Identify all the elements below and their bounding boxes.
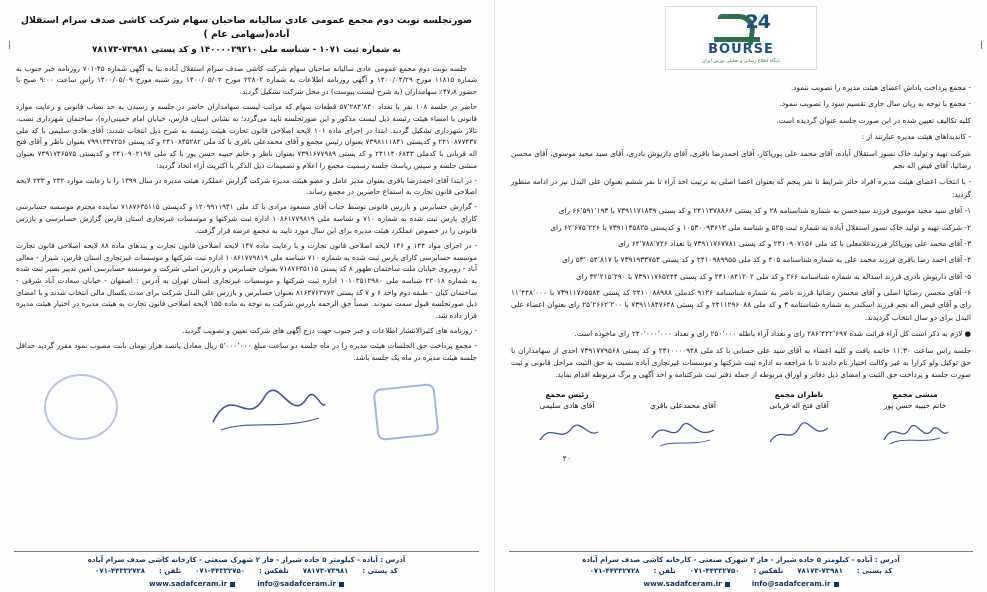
signature-block-nazer-1 <box>631 390 735 452</box>
logo-tagline: پایگاه اطلاع رسانی و تحلیلی بورس ایران <box>702 58 780 64</box>
bourse-logo-icon <box>714 12 768 42</box>
body-paragraph: - در ابتدا آقای احمدرضا باقری بعنوان مدیر عامل و عضو هیئت مدیره شرکت گزارش عملکرد هیئت مدیره در سال ۱۳۹۹ را با رعایت موارد ۲۳۲ و ۲۳۳ لایحه اصلاحی قانون تجارت به استماع حاضرین در مجمع رساند. <box>16 175 477 197</box>
footer-email-item[interactable] <box>257 579 344 588</box>
signature-name: آقای محمدعلی باقری <box>650 400 716 410</box>
vote-summary: ● لازم به ذکر است کل آراء قرائت شده ۲۸۶٬۴۲۲٬۶۹۷ رای و تعداد آراء باطله ۲۵۰٬۰۰۰ رای و تعداد ۲۴۰٬۰۰۰٬۰۰۰ رای ماخوذه است. <box>574 329 971 339</box>
footer-email-item[interactable] <box>752 579 839 588</box>
stamp-number: ۴۰ <box>562 453 572 463</box>
logo-brand: BOURSE <box>708 42 774 58</box>
footer-website-item[interactable] <box>149 579 235 588</box>
footer-email: info@sadafceram.ir <box>751 579 831 588</box>
board-member-item: ۶- آقای محسن رضائیا اصلی و آقای محسن رضائیا فرزند ناصر به شماره شناسنامه ۹۱۲۶ کدملی ۲۴۱۰۰۸۸۹۸۸ کد پستی ۷۳۹۱۱۷۶۵۵۸۴ با ۱۱٬۴۴۸٬۰۰۰ رای و آقای فیض اله نجم فرزند اسکندر به شماره شناسنامه ۳ و کد ملی ۲۴۱۱۲۹۶۰۸۸ و کد پستی ۷۳۹۱۱۸۴۷۶۴۸ با ۲۵٬۲۶۶۲٬۲۰۰ رای بعنوان اعضاء علی البدل برای دو سال انتخاب گردیدند. <box>511 288 972 322</box>
clause-item: - با انتخاب اعضای هیئت مدیره افراد حائز شرایط تا نفر پنجم که بعنوان اعضا اصلی به ترتیب اخذ آراء تا نفر ششم بعنوان علی البدل نیز در ادامه منظور گردید: <box>511 177 971 199</box>
page-title: صورتجلسه نوبت دوم مجمع عمومی عادی سالیانه صاحبان سهام شرکت کاشی صدف سرام استقلال آباده(سهامی عام ) <box>20 15 473 40</box>
footer-phone-label: تلفن : <box>159 567 182 576</box>
footer-phone: ۰۷۱-۴۴۳۳۲۷۲۸ <box>589 567 640 576</box>
footer-website-item[interactable] <box>643 579 729 588</box>
footer-right <box>495 551 987 588</box>
footer-website: www.sadafceram.ir <box>148 579 228 588</box>
signature-block-manshi <box>863 390 967 452</box>
footer-fax: ۰۷۱-۴۴۳۳۲۷۵۰ <box>195 567 246 576</box>
footer-address: آدرس : آباده - کیلومتر ۵ جاده شیراز - فاز ۲ شهرک صنعتی - کارخانه کاشی صدف سرام آباده <box>582 556 900 565</box>
clause-item: شرکت تهیه و تولید خاک نسوز استقلال آباده، آقای محمد علی پورپاکار، آقای احمدرضا باقری، آقای داریوش نادری، آقای سید مجید موسوی، آقای محسن رضائیا، آقای فیض اله نجم <box>511 148 971 170</box>
signature-block-rais <box>515 390 619 463</box>
footer-postal-label: کد پستی : <box>856 567 893 576</box>
body-paragraph: - در اجرای مواد ۱۴۴ و ۱۴۶ لایحه اصلاحی قانون تجارت و با رعایت ماده ۱۴۷ لایحه اصلاحی قانون تجارت و بندهای ماده ۸۸ لایحه اصلاحی قانون تجارت موسسه حسابرسی کارای پارس ثبت شده به شماره ۷۱۰ شناسه ملی ۱۰۸۶۱۷۷۹۸۱۹ اداره ثبت شرکتها و موسسات غیرتجاری استان فارس، شیراز - معالی آباد - روبروی خیابان ملت ساختمان طهور ۸ کد پستی ۷۱۸۷۶۳۵۱۱۵ بعنوان حسابرس و بازرس اصلی شرکت و موسسه حسابرسی امین تدبیر بصیر ثبت شده به شماره ۲۲۰۱۸ شناسه ملی ۱۰۱۰۳۵۱۲۹۸۰ اداره ثبت شرکتها و موسسات غیرتجاری استان تهران به آدرس : اصفهان - خیابان سعادت آباد شرقی - ساختمان کیان - طبقه دوم واحد ۶ و ۷ کد پستی ۸۱۶۴۷۶۳۷۷۲ بعنوان حسابرس و بازرس علی البدل شرکت برای مدت یکسال مالی انتخاب شدند و با امضای ذیل صورتجلسه قبول سمت نمودند. ضمناً حق الزحمه بازرس شرکت به توجه به ماده ۱۵۵ لایحه اصلاحی قانون تجارت به هیئت مدیره در اختیار هیئت مدیره قرار داده شد. <box>16 240 478 320</box>
footer-contact <box>509 566 973 577</box>
footer-email: info@sadafceram.ir <box>257 579 337 588</box>
body-paragraph: - روزنامه های کثیرالانتشار اطلاعات و خبر جنوب جهت درج آگهی های شرکت تعیین و تصویب گردید. <box>182 326 477 336</box>
board-member-item: ۴- آقای احمد رضا باقری فرزند محمد علی به شماره شناسنامه ۴۰۵ و کد ملی ۲۴۱۰۹۸۹۹۵۵ و کد پستی ۷۳۹۱۹۳۳۷۵۳ با ۵۳٬۰۵۴٬۸۱۷ رای <box>562 255 971 265</box>
footer-postal: ۷۸۱۷۳-۷۳۹۸۱ <box>797 567 843 576</box>
clause-item: - مجمع پرداخت پاداش اعضای هیئت مدیره را تصویب ننمود. <box>790 83 971 92</box>
margin-mark-left: | <box>8 40 11 49</box>
footer-phone: ۰۷۱-۴۴۳۳۲۷۲۸ <box>95 567 146 576</box>
official-stamp <box>372 382 439 440</box>
handwritten-signature-icon <box>880 414 950 450</box>
signature-stamp-blob <box>44 374 118 440</box>
footer-fax-label: تلفکس : <box>259 567 289 576</box>
signature-name: آقای فتح اله قربانی <box>769 400 829 410</box>
board-member-item: ۵- آقای داریوش نادری فرزند اسداله به شماره شناسنامه ۲۶۶ و کد ملی ۲۴۱۰۸۴۱۲۰۲ و کد پستی ۷۳۹۱۱۷۶۵۲۴۴ با ۳۲٬۲۱۵٬۲۹۰ رای <box>576 271 971 281</box>
signature-area-left <box>16 370 477 456</box>
signature-space <box>747 410 851 452</box>
footer-address: آدرس : آباده - کیلومتر ۵ جاده شیراز - فاز ۲ شهرک صنعتی - کارخانه کاشی صدف سرام آباده <box>87 556 406 565</box>
handwritten-signature-icon <box>207 376 327 436</box>
signature-space <box>863 410 967 452</box>
document-sheet-right <box>494 0 987 592</box>
body-paragraph: - مجمع پرداخت حق الجلسات هیئت مدیره را در ماه جلسه دو ساعت مبلغ ۵٬۰۰۰٬۰۰۰ ریال معادل پانصد هزار تومان بابت مصوب نمود مقرر گردید حداقل جلسه هیئت مدیره در ماه یک جلسه باشد. <box>16 341 477 362</box>
handwritten-signature-icon <box>532 414 602 450</box>
board-member-item: ۱- آقای سید مجید موسوی فرزند سیدحسن به شماره شناسنامه ۲۸ و کد پستی ۲۴۱۱۳۷۸۸۶۶ و کد پستی ۷۳۹۱۱۷۱۸۳۹ با ۶۶٬۵۹۱٬۱۹۳ رای <box>558 206 971 216</box>
footer-web <box>509 579 973 588</box>
company-logo <box>665 6 817 70</box>
bullet-square-icon <box>230 582 235 587</box>
logo-number: 24 <box>745 11 770 34</box>
footer-left <box>0 551 493 588</box>
footer-contact <box>14 566 479 577</box>
body-paragraph: جلسه نوبت دوم مجمع عمومی عادی سالیانه صاحبان سهام شرکت کاشی صدف سرام استقلال آباده بنا به آگهی شماره ۴۵-۷۰۱ روزنامه خبر جنوب به شماره ۱۱۸۱۵ مورخ ۱۴۰۰/۰۴/۲۹ و آگهی روزنامه اطلاعات به شماره ۲۲۸۰۲ مورخ ۱۴۰۰/۰۵/۰۲ روز شنبه مورخ ۱۴۰۰/۰۵/۰۹ راس ساعت ۹:۰۰ صبح با حضور ۴۷٫۸٪ سهامداران (به شرح لیست پیوست) در محل شرکت تشکیل گردید. <box>16 63 478 97</box>
signature-space <box>515 410 619 452</box>
footer-fax-label: تلفکس : <box>753 567 784 576</box>
signature-role: منشی مجمع <box>892 389 938 399</box>
handwritten-signature-icon <box>648 414 718 450</box>
body-paragraph: حاضر در جلسه ۱۰۸ نفر با تعداد ۵۷٬۲۸۴٬۸۴۰ قطعات سهام که مراتب لیست سهامداران حاضر در جلسه و رسیدن به حد نصاب قانونی و رعایت موارد قانونی با امضاء هیئت رئیسه ذیل لیست مذکور و این صورتجلسه تایید می‌گردد؛ به نشانی استان فارس، خیابان امام خمینی(ره)، ساختمان شهرداری نصب، تالار شهرداری تشکیل گردید. ابتدا در اجرای ماده ۱۰۱ لایحه اصلاحی قانون تجارت هیئت رئیسه به شرح ذیل انتخاب شدند: آقای هادی سلیمی با کد ملی ۲۴۱۰۸۷۷۴۳۷ و کدپستی ۷۳۹۸۱۱۱۸۴۱ بعنوان رئیس مجمع و آقای محمدعلی باقری با کد ملی ۲۴۱۰۸۴۵۲۸۲ و کد پستی ۷۹۹۱۳۳۷۲۵۶ بعنوان ناظر و آقای فتح اله قربانی با کدملی ۲۴۱۱۴۰۶۸۴۳ و کد پستی ۷۳۹۱۶۷۷۹۸۹ بعنوان ناظر و خانم حبیبه حسن پور با کد ملی ۲۴۱۰۹۰۲۱۹۷ و کدپستی ۷۳۹۱۷۴۶۵۷۵ بعنوان منشی جلسه و سپس ریاست جلسه رسمیت مجمع را اعلام و تصمیمات ذیل الذکر با اکثریت آراء اتخاذ گردید: <box>16 102 478 170</box>
footer-website: www.sadafceram.ir <box>643 579 722 588</box>
margin-mark-right: | <box>980 40 983 49</box>
board-member-item: ۲- شرکت تهیه و تولید خاک نسوز استقلال آباده به شماره ثبت ۵۲۵ و شناسه ملی ۱۰۵۳۰۰۹۳۶۱۳ و کدپستی ۷۳۹۱۱۳۵۸۲۵ با ۶۲٬۶۷۵٬۲۲۶ رای <box>550 222 971 232</box>
handwritten-signature-icon <box>764 414 834 450</box>
bullet-square-icon <box>834 582 839 587</box>
footer-divider <box>509 551 973 552</box>
footer-fax: ۰۷۱-۴۴۳۳۲۷۵۰ <box>689 567 740 576</box>
signature-role: ناظران مجمع <box>774 389 824 399</box>
footer-divider <box>14 551 479 552</box>
footer-postal: ۷۸۱۷۳-۷۳۹۸۱ <box>302 567 349 576</box>
bullet-square-icon <box>725 582 730 587</box>
clause-item: - کاندیداهای هیئت مدیره عبارتند از : <box>861 132 971 142</box>
clause-item: کلیه تکالیف تعیین شده در این صورت جلسه عنوان گردیده است. <box>776 115 971 125</box>
signature-name: خانم حبیبه حسن پور <box>883 400 947 410</box>
footer-postal-label: کد پستی : <box>362 567 398 576</box>
signature-space <box>631 410 735 452</box>
body-paragraph: - گزارش حسابرس و بازرس قانونی توسط جناب آقای مسعود مرادی با کد ملی ۱۲۰۹۹۱۱۹۴۱ و کدپستی ۷۱۸۷۶۳۵۱۱۵ نماینده محترم موسسه حسابرسی کاراي پارس ثبت شده به شماره ۷۱۰ و شناسه ملی ۱۰۸۶۱۷۷۹۸۱۹ اداره ثبت شرکتها و موسسات غیرتجاری استان فارس گزارش حسابرسی و بازرس قانونی را در خصوص عملکرد هیئت مدیره برای این سال مورد تایید به مجمع عرضه قرار گرفت. <box>16 202 477 235</box>
signature-block-nazer-2 <box>747 390 851 452</box>
signature-name: آقای هادی سلیمی <box>539 400 595 410</box>
footer-phone-label: تلفن : <box>653 567 676 576</box>
closing-paragraph: جلسه راس ساعت ۱۱:۳۰ خاتمه یافت و کلیه اعضاء به آقای سید علی حسابی با کد ملی ۲۴۱۰۰۰۰۹۴۸ و کد پستی ۷۳۹۱۷۷۹۵۶۸ احدی از سهامداران با حق توکیل ولو کرارا به غیر وکالت اختیار تام دادند تا با مراجعه به اداره ثبت شرکتها و موسسات غیرتجاری آباده نسبت به حق الثبت مراحل قانونی و ثبت صورت جلسه و پرداخت حق الثبت و امضای ذیل دفاتر و اوراق مربوطه از جمله دفتر ثبت شرکتنامه و اخذ آگهی و برگ مربوطه اقدام نماید. <box>511 345 972 380</box>
signature-row <box>511 390 971 463</box>
document-sheet-left <box>0 0 493 592</box>
clause-item: - مجمع با توجه به زیان سال جاری تقسیم سود را تصویب ننمود. <box>779 99 971 109</box>
board-member-item: ۳- آقای محمد علی پورپاکار فرزندغلامعلی با کد ملی ۲۴۱۰۹۰۷۱۵۶ و کد پستی ۷۳۹۱۱۷۶۷۷۸۱ با تعداد ۶۴٬۷۸۸٬۷۲۶ رای <box>618 238 971 248</box>
signature-role: رئیس مجمع <box>545 389 589 399</box>
page-subtitle: به شماره ثبت ۱۰۷۱ - شناسه ملی ۱۴۰۰۰۰۲۹۲۱۰ و کد پستی ۷۳۹۸۱-۷۸۱۷۳ <box>92 44 401 55</box>
bullet-square-icon <box>339 582 344 587</box>
footer-web <box>14 579 479 588</box>
